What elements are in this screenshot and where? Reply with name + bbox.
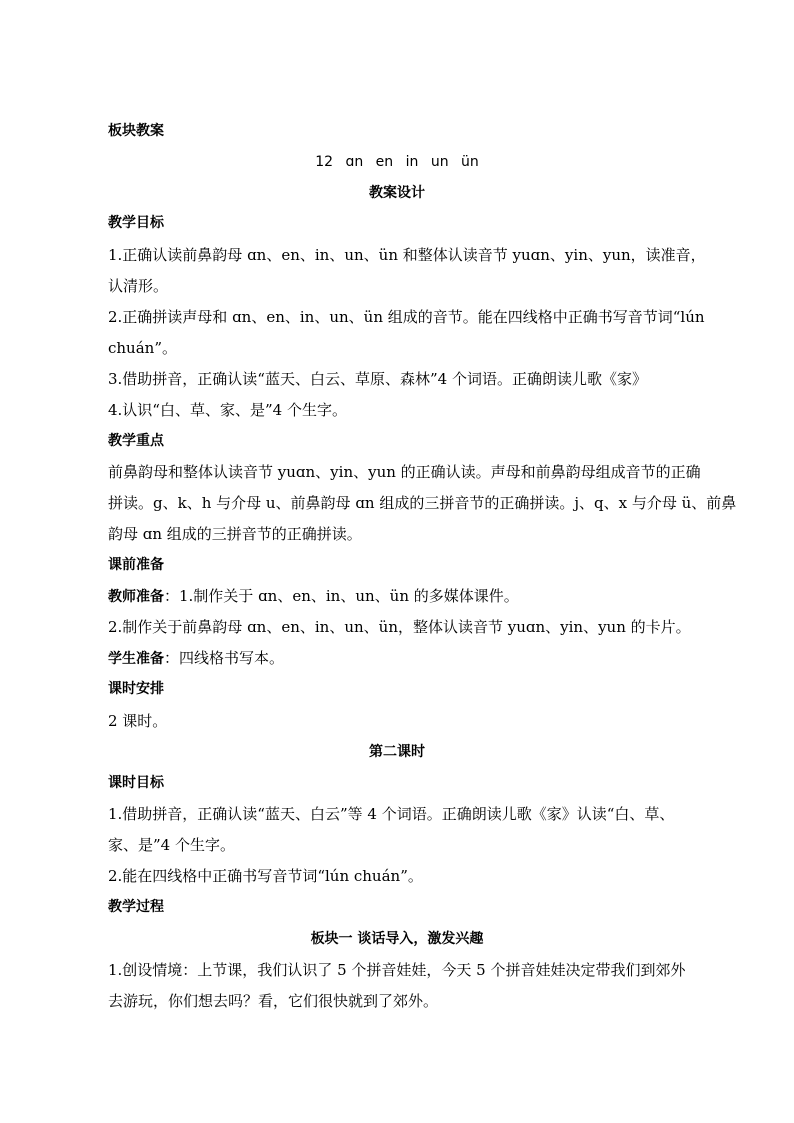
student-prep-label: 学生准备 bbox=[108, 651, 164, 667]
goal-4: 4.认识“白、草、家、是”4 个生字。 bbox=[108, 401, 347, 419]
lesson-goals-heading: 课时目标 bbox=[108, 775, 164, 791]
paragraph-1-line-1: 1.创设情境：上节课，我们认识了 5 个拼音娃娃，今天 5 个拼音娃娃决定带我们到郊外 bbox=[108, 961, 686, 979]
lesson-goal-1-line-2: 家、是”4 个生字。 bbox=[108, 836, 235, 854]
prep-heading: 课前准备 bbox=[108, 557, 164, 573]
paragraph-1-line-2: 去游玩，你们想去吗？看，它们很快就到了郊外。 bbox=[108, 992, 439, 1010]
keypoints-line-2: 拼读。g、k、h 与介母 u、前鼻韵母 ɑn 组成的三拼音节的正确拼读。j、q、x 与介母 ü、前鼻 bbox=[108, 494, 737, 512]
lesson-goal-1-line-1: 1.借助拼音，正确认读“蓝天、白云”等 4 个词语。正确朗读儿歌《家》认读“白、草、 bbox=[108, 805, 675, 823]
lesson-goal-2: 2.能在四线格中正确书写音节词“lún chuán”。 bbox=[108, 867, 423, 885]
process-heading: 教学过程 bbox=[108, 899, 164, 915]
keypoints-line-3: 韵母 ɑn 组成的三拼音节的正确拼读。 bbox=[108, 525, 362, 543]
teacher-prep-label: 教师准备 bbox=[108, 589, 164, 605]
schedule-heading: 课时安排 bbox=[108, 681, 164, 697]
teacher-prep-line bbox=[108, 586, 723, 607]
goal-1-line-1: 1.正确认读前鼻韵母 ɑn、en、in、un、ün 和整体认读音节 yuɑn、yin、yun，读准音， bbox=[108, 246, 706, 264]
student-prep-line bbox=[108, 648, 723, 669]
student-prep-text: ：四线格书写本。 bbox=[164, 649, 285, 667]
block-1-title: 板块一 谈话导入，激发兴趣 bbox=[310, 931, 484, 947]
goal-3: 3.借助拼音，正确认读“蓝天、白云、草原、森林”4 个词语。正确朗读儿歌《家》 bbox=[108, 370, 647, 388]
second-lesson-title: 第二课时 bbox=[369, 744, 425, 760]
teacher-prep-text: ：1.制作关于 ɑn、en、in、un、ün 的多媒体课件。 bbox=[164, 587, 519, 605]
keypoints-heading: 教学重点 bbox=[108, 433, 164, 449]
goal-2-line-2: chuán”。 bbox=[108, 339, 177, 357]
goal-1-line-2: 认清形。 bbox=[108, 277, 169, 295]
keypoints-line-1: 前鼻韵母和整体认读音节 yuɑn、yin、yun 的正确认读。声母和前鼻韵母组成音节的正确 bbox=[108, 463, 701, 481]
goal-2-line-1: 2.正确拼读声母和 ɑn、en、in、un、ün 组成的音节。能在四线格中正确书写音节词“lún bbox=[108, 308, 705, 326]
section-label: 板块教案 bbox=[108, 123, 164, 139]
goals-heading: 教学目标 bbox=[108, 215, 164, 231]
teacher-prep-2: 2.制作关于前鼻韵母 ɑn、en、in、un、ün，整体认读音节 yuɑn、yin、yun 的卡片。 bbox=[108, 618, 691, 636]
lesson-title: 12 ɑn en in un ün bbox=[315, 154, 479, 170]
schedule-text: 2 课时。 bbox=[108, 712, 168, 730]
design-title: 教案设计 bbox=[369, 185, 425, 201]
